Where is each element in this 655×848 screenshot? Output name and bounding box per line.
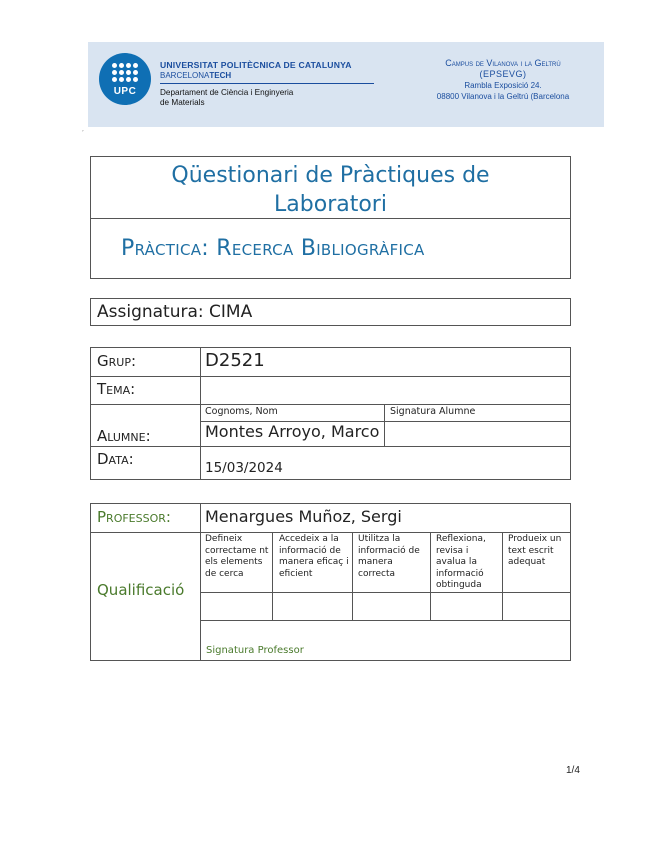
logo-text: UPC bbox=[113, 86, 137, 97]
qualificacio-label: Qualificació bbox=[97, 581, 185, 599]
university-sub-a: BARCELONA bbox=[160, 71, 210, 80]
col-divider bbox=[384, 404, 385, 446]
professor-name: Menargues Muñoz, Sergi bbox=[205, 507, 402, 526]
campus-title: Campus de Vilanova i la Geltrú bbox=[445, 58, 561, 68]
col-divider bbox=[200, 348, 201, 479]
assignatura-box bbox=[90, 298, 571, 326]
col-divider bbox=[430, 532, 431, 620]
campus-code: (EPSEVG) bbox=[479, 69, 527, 79]
practica-heading bbox=[121, 236, 425, 261]
criterion-5: Produeix un text escrit adequat bbox=[508, 534, 562, 567]
university-sub bbox=[160, 71, 231, 80]
campus-address2: 08800 Vilanova i la Geltrú (Barcelona bbox=[436, 92, 570, 101]
row-divider bbox=[91, 446, 570, 447]
document-title bbox=[91, 161, 570, 219]
header-rule bbox=[160, 83, 374, 84]
row-divider bbox=[91, 404, 570, 405]
data-value[interactable]: 15/03/2024 bbox=[205, 460, 283, 476]
data-label: Data: bbox=[97, 450, 134, 468]
university-sub-b: TECH bbox=[209, 71, 232, 80]
row-divider bbox=[200, 620, 570, 621]
title-box bbox=[90, 156, 571, 279]
campus-address1: Rambla Exposició 24. bbox=[464, 81, 542, 90]
criterion-2: Accedeix a la informació de manera eficaç i eficient bbox=[279, 534, 349, 579]
criterion-3: Utilitza la informació de manera correcta bbox=[358, 534, 420, 579]
grup-label: Grup: bbox=[97, 352, 137, 370]
col-divider bbox=[352, 532, 353, 620]
department-line2: de Materials bbox=[160, 98, 205, 107]
practica-name: Recerca Bibliogràfica bbox=[216, 236, 425, 261]
assignatura: Assignatura: CIMA bbox=[97, 302, 253, 322]
professor-table bbox=[90, 503, 571, 661]
page-number: 1/4 bbox=[566, 765, 580, 776]
signatura-alumne-label: Signatura Alumne bbox=[390, 406, 476, 417]
alumne-value[interactable]: Montes Arroyo, Marco bbox=[205, 422, 380, 441]
department-line1: Departament de Ciència i Enginyeria bbox=[160, 88, 294, 97]
document-title-line2: Laboratori bbox=[274, 192, 387, 217]
tema-label: Tema: bbox=[97, 380, 136, 398]
stray-mark: , bbox=[82, 126, 84, 133]
upc-logo bbox=[99, 53, 151, 105]
col-divider bbox=[272, 532, 273, 620]
row-divider bbox=[91, 376, 570, 377]
cognoms-label: Cognoms, Nom bbox=[205, 406, 278, 417]
criterion-4: Reflexiona, revisa i avalua la informació obtinguda bbox=[436, 534, 486, 590]
logo-dots-icon bbox=[112, 63, 138, 83]
col-divider bbox=[200, 504, 201, 660]
letterhead bbox=[88, 42, 604, 127]
grup-value[interactable]: D2521 bbox=[205, 350, 265, 371]
criterion-1: Defineix correctame nt els elements de cerca bbox=[205, 534, 269, 579]
department bbox=[160, 88, 380, 108]
student-table bbox=[90, 347, 571, 480]
title-divider bbox=[91, 218, 570, 219]
university-name: UNIVERSITAT POLITÈCNICA DE CATALUNYA bbox=[160, 60, 352, 70]
row-divider bbox=[91, 532, 570, 533]
professor-label: Professor: bbox=[97, 508, 171, 526]
document-title-line1: Qüestionari de Pràctiques de bbox=[171, 163, 490, 188]
row-divider bbox=[200, 592, 570, 593]
signatura-professor-label: Signatura Professor bbox=[206, 645, 304, 656]
campus-info bbox=[410, 58, 596, 102]
practica-label: Pràctica: bbox=[121, 236, 209, 261]
alumne-label: Alumne: bbox=[97, 427, 151, 445]
col-divider bbox=[502, 532, 503, 620]
